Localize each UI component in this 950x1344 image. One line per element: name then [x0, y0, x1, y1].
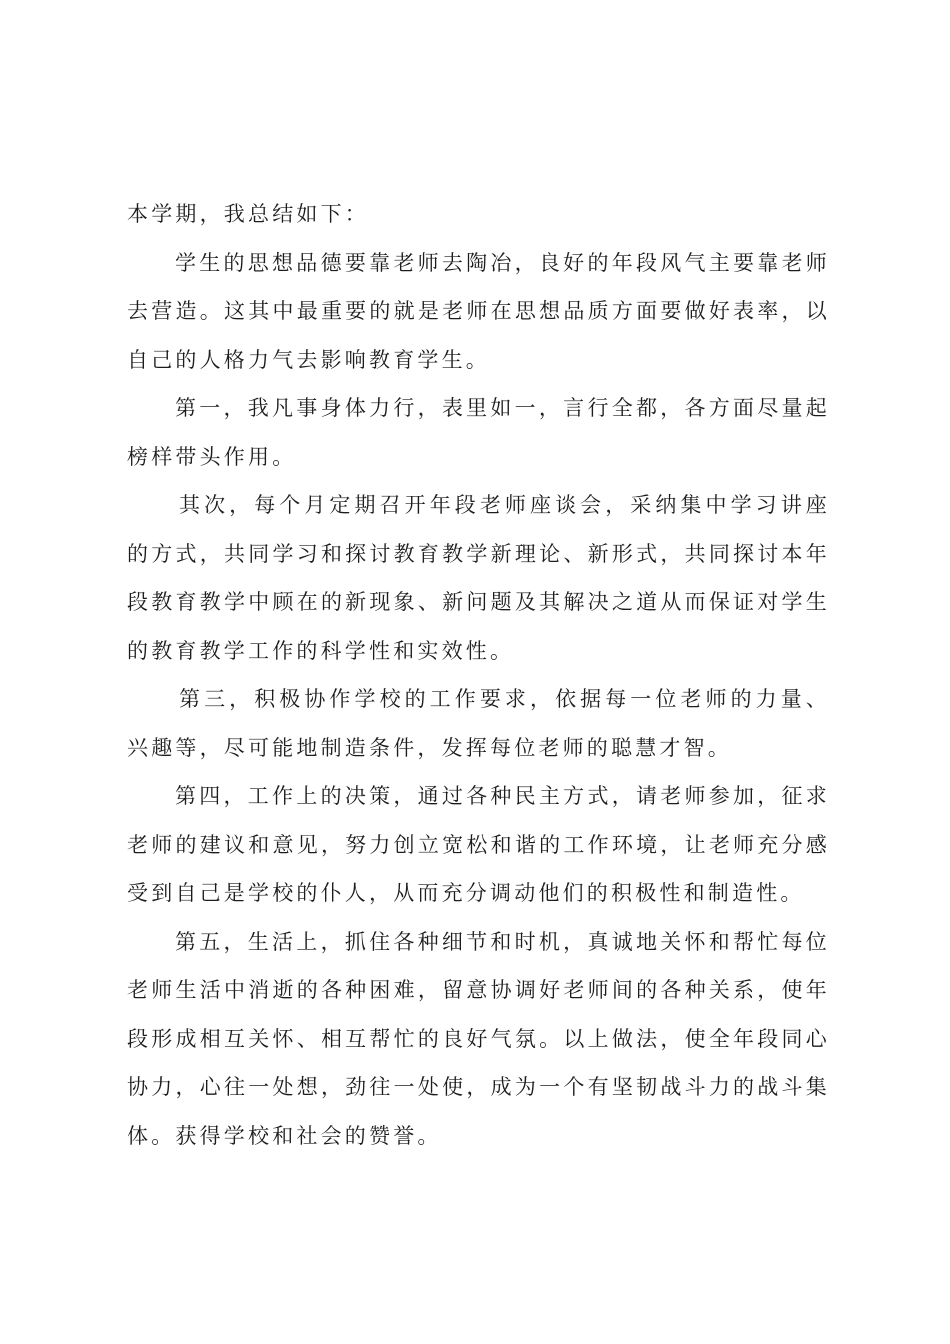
paragraph-first: 第一，我凡事身体力行，表里如一，言行全都，各方面尽量起榜样带头作用。: [127, 396, 830, 469]
paragraph-second: 其次，每个月定期召开年段老师座谈会，采纳集中学习讲座的方式，共同学习和探讨教育教学新理论、新形式，共同探讨本年段教育教学中顾在的新现象、新问题及其解决之道从而保证对学生的教育教学工作的科学性和实效性。: [127, 493, 830, 663]
document-body: [127, 190, 830, 1160]
paragraph-fourth: 第四，工作上的决策，通过各种民主方式，请老师参加，征求老师的建议和意见，努力创立宽松和谐的工作环境，让老师充分感受到自己是学校的仆人，从而充分调动他们的积极性和制造性。: [127, 784, 830, 905]
paragraph-moral-education: 学生的思想品德要靠老师去陶冶，良好的年段风气主要靠老师去营造。这其中最重要的就是老师在思想品质方面要做好表率，以自己的人格力气去影响教育学生。: [127, 250, 830, 372]
paragraph-fifth: 第五，生活上，抓住各种细节和时机，真诚地关怀和帮忙每位老师生活中消逝的各种困难，留意协调好老师间的各种关系，使年段形成相互关怀、相互帮忙的良好气氛。以上做法，使全年段同心协力，心往一处想，劲往一处使，成为一个有坚韧战斗力的战斗集体。获得学校和社会的赞誉。: [127, 929, 830, 1148]
paragraph-intro: 本学期，我总结如下：: [127, 202, 369, 226]
paragraph-third: 第三，积极协作学校的工作要求，依据每一位老师的力量、兴趣等，尽可能地制造条件，发挥每位老师的聪慧才智。: [127, 687, 830, 760]
